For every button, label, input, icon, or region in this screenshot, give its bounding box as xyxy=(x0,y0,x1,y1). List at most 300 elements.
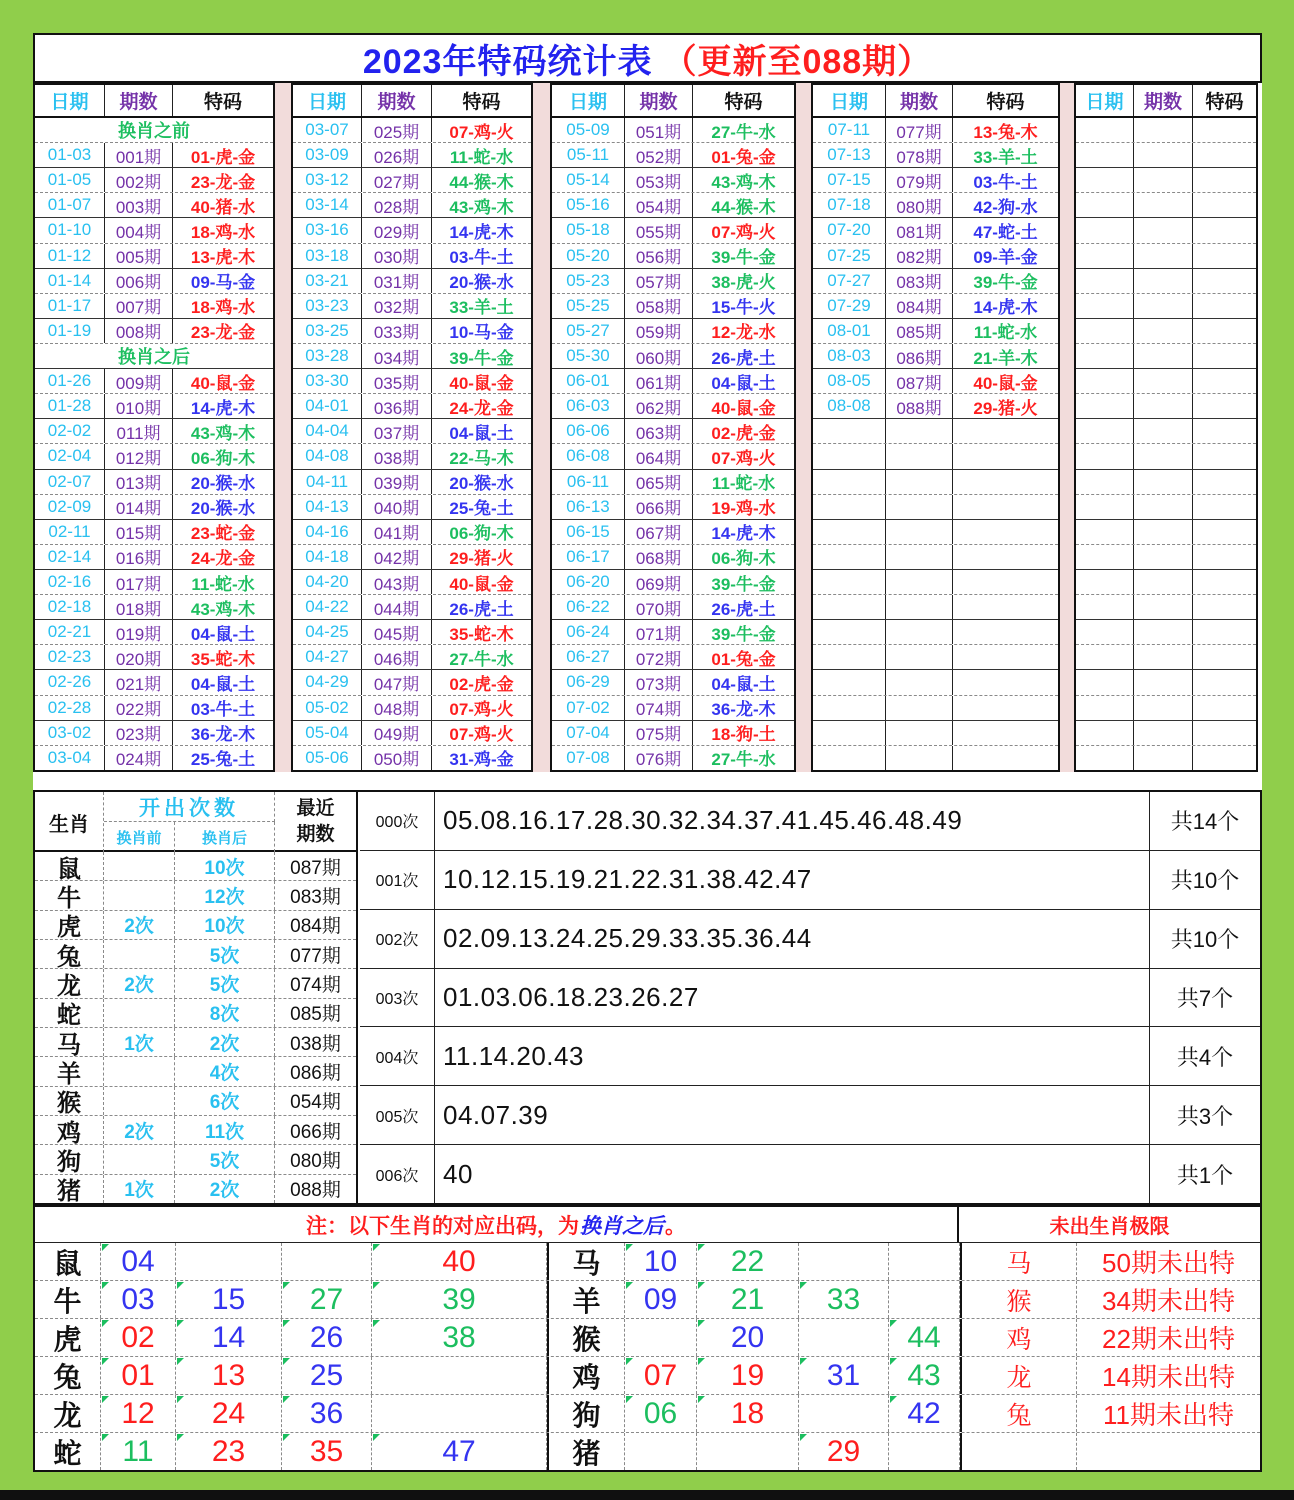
date-cell: 02-02 xyxy=(35,419,105,443)
record-row xyxy=(813,294,1058,319)
code-cell: 27-牛-水 xyxy=(711,122,776,142)
zodiac-stats-row xyxy=(35,1175,356,1203)
period-cell: 078期 xyxy=(886,143,953,167)
recent-period: 066期 xyxy=(290,1121,341,1143)
code-cell xyxy=(953,444,1058,468)
date-cell xyxy=(813,520,886,544)
date-cell: 03-14 xyxy=(293,193,362,217)
period-cell xyxy=(1134,495,1193,519)
empty-row xyxy=(1076,218,1256,243)
missing-period-text: 22期未出特 xyxy=(1102,1324,1235,1354)
mapping-number-cell: 01 xyxy=(101,1357,176,1394)
empty-row xyxy=(1076,721,1256,746)
frequency-numbers: 05.08.16.17.28.30.32.34.37.41.45.46.48.49 xyxy=(435,792,1150,850)
empty-row xyxy=(1076,696,1256,721)
recent-period: 038期 xyxy=(290,1033,341,1055)
period-cell: 083期 xyxy=(886,269,953,293)
date-cell: 05-25 xyxy=(552,294,625,318)
mapping-number-cell: 21 xyxy=(697,1281,799,1318)
period-cell: 066期 xyxy=(625,495,693,519)
record-row xyxy=(35,520,273,545)
title-update-suffix: （更新至088期） xyxy=(662,42,933,81)
code-cell xyxy=(953,419,1058,443)
period-cell xyxy=(1134,620,1193,644)
missing-zodiac: 马 xyxy=(960,1243,1077,1280)
empty-row xyxy=(1076,545,1256,570)
code-cell: 01-兔-金 xyxy=(711,147,776,167)
record-row xyxy=(552,645,794,670)
date-cell xyxy=(1076,168,1134,192)
empty-row xyxy=(813,595,1058,620)
period-cell: 031期 xyxy=(362,269,432,293)
period-cell xyxy=(886,419,953,443)
record-row xyxy=(813,193,1058,218)
code-cell: 01-虎-金 xyxy=(190,147,256,167)
date-cell: 03-09 xyxy=(293,143,362,167)
period-cell: 071期 xyxy=(625,620,693,644)
record-row xyxy=(552,218,794,243)
date-cell xyxy=(813,570,886,594)
code-cell xyxy=(953,595,1058,619)
mapping-number-cell xyxy=(372,1357,547,1394)
mapping-number-cell: 27 xyxy=(282,1281,372,1318)
mapping-number-cell: 42 xyxy=(889,1395,960,1432)
mapping-number-cell: 36 xyxy=(282,1395,372,1432)
empty-row xyxy=(813,645,1058,670)
mapping-number-cell xyxy=(799,1319,889,1356)
count-before-change xyxy=(104,852,175,880)
mapping-zodiac-right: 猪 xyxy=(547,1433,625,1470)
mapping-number-cell: 13 xyxy=(176,1357,282,1394)
date-cell xyxy=(1076,394,1134,418)
mapping-row xyxy=(35,1433,1260,1470)
note-emphasis: 换肖之后 xyxy=(580,1214,664,1238)
period-cell: 056期 xyxy=(625,244,693,268)
code-cell: 23-蛇-金 xyxy=(190,524,256,544)
code-cell xyxy=(1193,670,1256,694)
period-cell xyxy=(886,696,953,720)
mapping-zodiac-right: 马 xyxy=(547,1243,625,1280)
period-cell: 012期 xyxy=(105,444,173,468)
period-cell: 018期 xyxy=(105,595,173,619)
period-cell: 064期 xyxy=(625,444,693,468)
code-cell: 44-猴-木 xyxy=(711,197,776,217)
period-cell xyxy=(886,495,953,519)
header-recent-line1: 最近 xyxy=(296,798,335,819)
record-row xyxy=(35,193,273,218)
zodiac-name: 兔 xyxy=(35,940,104,968)
period-cell: 065期 xyxy=(625,470,693,494)
header-after-change: 换肖后 xyxy=(175,822,275,852)
mapping-number-cell: 02 xyxy=(101,1319,176,1356)
count-before-change xyxy=(104,1057,175,1085)
code-cell: 14-虎-木 xyxy=(973,298,1038,318)
code-cell: 29-猪-火 xyxy=(449,549,514,569)
record-row xyxy=(293,319,531,344)
period-cell: 005期 xyxy=(105,244,173,268)
date-cell xyxy=(813,696,886,720)
empty-row xyxy=(1076,520,1256,545)
recent-period: 086期 xyxy=(290,1062,341,1084)
period-cell: 087期 xyxy=(886,369,953,393)
code-cell xyxy=(1193,118,1256,142)
code-cell: 20-猴-水 xyxy=(190,499,256,519)
code-cell: 13-兔-木 xyxy=(973,122,1038,142)
empty-row xyxy=(1076,495,1256,520)
record-row xyxy=(35,444,273,469)
date-cell: 04-08 xyxy=(293,444,362,468)
code-cell: 10-马-金 xyxy=(449,323,514,343)
period-cell xyxy=(886,670,953,694)
code-cell: 29-猪-火 xyxy=(973,398,1038,418)
record-row xyxy=(293,143,531,168)
date-cell: 02-26 xyxy=(35,670,105,694)
date-cell: 01-19 xyxy=(35,319,105,343)
date-cell: 05-04 xyxy=(293,721,362,745)
frequency-numbers: 40 xyxy=(435,1145,1150,1203)
record-row xyxy=(35,168,273,193)
date-cell: 06-13 xyxy=(552,495,625,519)
empty-row xyxy=(813,545,1058,570)
missing-period-text: 34期未出特 xyxy=(1102,1286,1235,1316)
frequency-row xyxy=(360,1027,1260,1086)
record-row xyxy=(293,645,531,670)
code-cell xyxy=(1193,520,1256,544)
record-row xyxy=(552,595,794,620)
code-cell: 15-牛-火 xyxy=(711,298,776,318)
mapping-number-cell: 15 xyxy=(176,1281,282,1318)
mapping-number-cell: 23 xyxy=(176,1433,282,1470)
code-cell: 39-牛-金 xyxy=(711,248,776,268)
frequency-label: 005次 xyxy=(360,1086,435,1144)
code-cell: 07-鸡-火 xyxy=(711,223,776,242)
period-cell: 036期 xyxy=(362,394,432,418)
period-cell: 020期 xyxy=(105,645,173,669)
group-separator xyxy=(1060,83,1074,772)
period-cell: 060期 xyxy=(625,344,693,368)
date-cell xyxy=(1076,645,1134,669)
section-label-row xyxy=(35,344,273,369)
period-cell: 010期 xyxy=(105,394,173,418)
count-before-change xyxy=(104,999,175,1027)
period-cell: 024期 xyxy=(105,746,173,770)
code-cell xyxy=(953,570,1058,594)
count-after-change: 2次 xyxy=(175,1175,275,1203)
column-header-code: 特码 xyxy=(1205,92,1244,113)
period-cell: 048期 xyxy=(362,696,432,720)
mapping-row xyxy=(35,1243,1260,1281)
period-cell: 019期 xyxy=(105,620,173,644)
record-row xyxy=(293,193,531,218)
mapping-number-cell: 39 xyxy=(372,1281,547,1318)
date-cell: 04-13 xyxy=(293,495,362,519)
record-row xyxy=(552,394,794,419)
period-cell: 038期 xyxy=(362,444,432,468)
record-row xyxy=(35,319,273,344)
record-row xyxy=(293,369,531,394)
record-row xyxy=(552,319,794,344)
record-row xyxy=(35,294,273,319)
period-cell: 022期 xyxy=(105,696,173,720)
code-cell xyxy=(1193,244,1256,268)
frequency-total: 共1个 xyxy=(1176,1162,1234,1188)
recent-period: 077期 xyxy=(290,945,341,967)
date-cell xyxy=(813,620,886,644)
code-cell xyxy=(1193,168,1256,192)
record-row xyxy=(293,696,531,721)
records-table-area xyxy=(33,83,1262,772)
date-cell: 05-16 xyxy=(552,193,625,217)
code-cell xyxy=(1193,344,1256,368)
period-cell: 032期 xyxy=(362,294,432,318)
record-row xyxy=(813,269,1058,294)
code-cell xyxy=(953,670,1058,694)
period-cell xyxy=(1134,244,1193,268)
date-cell: 07-29 xyxy=(813,294,886,318)
column-header-date: 日期 xyxy=(813,85,886,116)
record-row xyxy=(552,470,794,495)
record-row xyxy=(552,620,794,645)
date-cell xyxy=(1076,545,1134,569)
header-zodiac: 生肖 xyxy=(35,792,104,852)
empty-row xyxy=(813,570,1058,595)
period-cell xyxy=(1134,645,1193,669)
period-cell: 007期 xyxy=(105,294,173,318)
period-cell: 006期 xyxy=(105,269,173,293)
date-cell: 04-27 xyxy=(293,645,362,669)
date-cell: 06-08 xyxy=(552,444,625,468)
code-cell: 11-蛇-水 xyxy=(973,323,1038,343)
column-header-date: 日期 xyxy=(293,85,362,116)
code-cell: 43-鸡-木 xyxy=(449,197,514,217)
missing-zodiac: 兔 xyxy=(960,1395,1077,1432)
code-cell: 27-牛-水 xyxy=(449,649,514,669)
period-cell: 042期 xyxy=(362,545,432,569)
record-row xyxy=(552,269,794,294)
frequency-numbers: 01.03.06.18.23.26.27 xyxy=(435,969,1150,1027)
date-cell: 05-06 xyxy=(293,746,362,770)
code-cell: 07-鸡-火 xyxy=(449,122,514,142)
period-cell: 079期 xyxy=(886,168,953,192)
column-header-date: 日期 xyxy=(552,85,625,116)
period-cell: 086期 xyxy=(886,344,953,368)
code-cell xyxy=(953,645,1058,669)
frequency-row xyxy=(360,969,1260,1028)
code-cell: 02-虎-金 xyxy=(449,674,514,694)
period-cell: 017期 xyxy=(105,570,173,594)
mapping-row xyxy=(35,1281,1260,1319)
code-cell: 22-马-木 xyxy=(449,448,514,468)
period-cell: 080期 xyxy=(886,193,953,217)
period-cell: 016期 xyxy=(105,545,173,569)
date-cell xyxy=(1076,193,1134,217)
frequency-numbers: 10.12.15.19.21.22.31.38.42.47 xyxy=(435,851,1150,909)
missing-zodiac: 鸡 xyxy=(960,1319,1077,1356)
empty-row xyxy=(1076,319,1256,344)
count-after-change: 8次 xyxy=(175,999,275,1027)
date-cell: 08-05 xyxy=(813,369,886,393)
date-cell: 05-14 xyxy=(552,168,625,192)
empty-row xyxy=(1076,294,1256,319)
period-cell: 003期 xyxy=(105,193,173,217)
title-main: 2023年特码统计表 xyxy=(362,42,653,81)
date-cell: 03-18 xyxy=(293,244,362,268)
date-cell: 03-25 xyxy=(293,319,362,343)
date-cell: 05-27 xyxy=(552,319,625,343)
code-cell xyxy=(1193,570,1256,594)
code-cell: 04-鼠-土 xyxy=(190,624,256,644)
record-row xyxy=(35,545,273,570)
count-after-change: 11次 xyxy=(175,1116,275,1144)
mapping-zodiac-right: 鸡 xyxy=(547,1357,625,1394)
period-cell xyxy=(1134,369,1193,393)
date-cell: 03-04 xyxy=(35,746,105,770)
frequency-total: 共7个 xyxy=(1176,986,1234,1011)
record-row xyxy=(293,620,531,645)
code-cell xyxy=(1193,746,1256,770)
mapping-number-cell: 20 xyxy=(697,1319,799,1356)
code-cell: 33-羊-土 xyxy=(973,147,1038,167)
mapping-number-cell xyxy=(697,1433,799,1470)
date-cell: 06-01 xyxy=(552,369,625,393)
period-cell xyxy=(886,570,953,594)
code-cell: 43-鸡-木 xyxy=(190,423,256,443)
record-row xyxy=(813,394,1058,419)
column-header-date: 日期 xyxy=(35,85,105,116)
mapping-number-cell xyxy=(372,1395,547,1432)
empty-row xyxy=(1076,118,1256,143)
zodiac-stats-row xyxy=(35,1116,356,1145)
frequency-total: 共3个 xyxy=(1176,1103,1234,1129)
period-cell: 037期 xyxy=(362,419,432,443)
mapping-number-cell xyxy=(625,1319,697,1356)
code-cell xyxy=(1193,218,1256,242)
date-cell: 06-20 xyxy=(552,570,625,594)
empty-row xyxy=(1076,670,1256,695)
mapping-number-cell: 10 xyxy=(625,1243,697,1280)
period-cell: 068期 xyxy=(625,545,693,569)
period-cell: 057期 xyxy=(625,269,693,293)
period-cell: 070期 xyxy=(625,595,693,619)
empty-row xyxy=(1076,746,1256,770)
date-cell: 01-05 xyxy=(35,168,105,192)
empty-row xyxy=(813,696,1058,721)
empty-row xyxy=(813,444,1058,469)
date-cell: 01-26 xyxy=(35,369,105,393)
period-cell: 074期 xyxy=(625,696,693,720)
count-before-change: 2次 xyxy=(104,1116,175,1144)
stats-section xyxy=(33,790,1262,1205)
code-cell: 40-猪-水 xyxy=(190,197,256,217)
period-cell: 013期 xyxy=(105,470,173,494)
code-cell xyxy=(1193,394,1256,418)
period-cell: 041期 xyxy=(362,520,432,544)
count-after-change: 10次 xyxy=(175,852,275,880)
record-row xyxy=(813,244,1058,269)
zodiac-stats-row xyxy=(35,852,356,881)
mapping-row xyxy=(35,1319,1260,1357)
period-cell xyxy=(1134,118,1193,142)
missing-period-text: 50期未出特 xyxy=(1102,1248,1235,1278)
period-cell: 029期 xyxy=(362,218,432,242)
frequency-total: 共14个 xyxy=(1170,809,1240,835)
records-group-header xyxy=(813,85,1058,118)
empty-row xyxy=(1076,470,1256,495)
period-cell: 040期 xyxy=(362,495,432,519)
date-cell xyxy=(1076,721,1134,745)
record-row xyxy=(35,595,273,620)
frequency-row xyxy=(360,910,1260,969)
code-cell xyxy=(1193,193,1256,217)
date-cell: 08-03 xyxy=(813,344,886,368)
period-cell: 062期 xyxy=(625,394,693,418)
period-cell xyxy=(886,746,953,770)
period-cell xyxy=(1134,269,1193,293)
code-cell: 14-虎-木 xyxy=(190,398,256,418)
mapping-number-cell: 04 xyxy=(101,1243,176,1280)
record-row xyxy=(293,294,531,319)
record-row xyxy=(552,344,794,369)
mapping-number-cell xyxy=(282,1243,372,1280)
empty-row xyxy=(813,620,1058,645)
code-cell xyxy=(1193,645,1256,669)
period-cell xyxy=(886,545,953,569)
empty-row xyxy=(1076,570,1256,595)
date-cell: 01-10 xyxy=(35,218,105,242)
mapping-number-cell: 12 xyxy=(101,1395,176,1432)
date-cell: 01-07 xyxy=(35,193,105,217)
frequency-row xyxy=(360,1145,1260,1203)
frequency-row xyxy=(360,792,1260,851)
code-cell: 44-猴-木 xyxy=(449,172,514,192)
record-row xyxy=(35,394,273,419)
period-cell: 084期 xyxy=(886,294,953,318)
date-cell xyxy=(1076,369,1134,393)
code-cell: 35-蛇-木 xyxy=(449,624,514,644)
section-label: 换肖之后 xyxy=(118,347,190,368)
mapping-zodiac-left: 鼠 xyxy=(35,1243,101,1280)
period-cell: 001期 xyxy=(105,143,173,167)
date-cell xyxy=(813,645,886,669)
code-cell xyxy=(953,696,1058,720)
record-row xyxy=(35,495,273,520)
period-cell: 051期 xyxy=(625,118,693,142)
period-cell xyxy=(1134,143,1193,167)
column-header-date: 日期 xyxy=(1076,85,1134,116)
date-cell: 04-18 xyxy=(293,545,362,569)
recent-period: 087期 xyxy=(290,857,341,879)
frequency-label: 000次 xyxy=(360,792,435,850)
count-after-change: 5次 xyxy=(175,940,275,968)
mapping-number-cell: 35 xyxy=(282,1433,372,1470)
code-cell: 13-虎-木 xyxy=(190,248,256,268)
period-cell xyxy=(886,470,953,494)
records-group-4 xyxy=(811,83,1060,772)
code-cell: 26-虎-土 xyxy=(449,599,514,619)
record-row xyxy=(35,470,273,495)
date-cell: 02-09 xyxy=(35,495,105,519)
code-cell: 07-鸡-火 xyxy=(449,725,514,745)
period-cell: 034期 xyxy=(362,344,432,368)
zodiac-name: 猴 xyxy=(35,1087,104,1115)
mapping-number-cell: 14 xyxy=(176,1319,282,1356)
date-cell: 02-14 xyxy=(35,545,105,569)
column-header-code: 特码 xyxy=(462,92,501,113)
date-cell: 06-11 xyxy=(552,470,625,494)
date-cell xyxy=(813,419,886,443)
empty-row xyxy=(1076,645,1256,670)
empty-row xyxy=(1076,369,1256,394)
